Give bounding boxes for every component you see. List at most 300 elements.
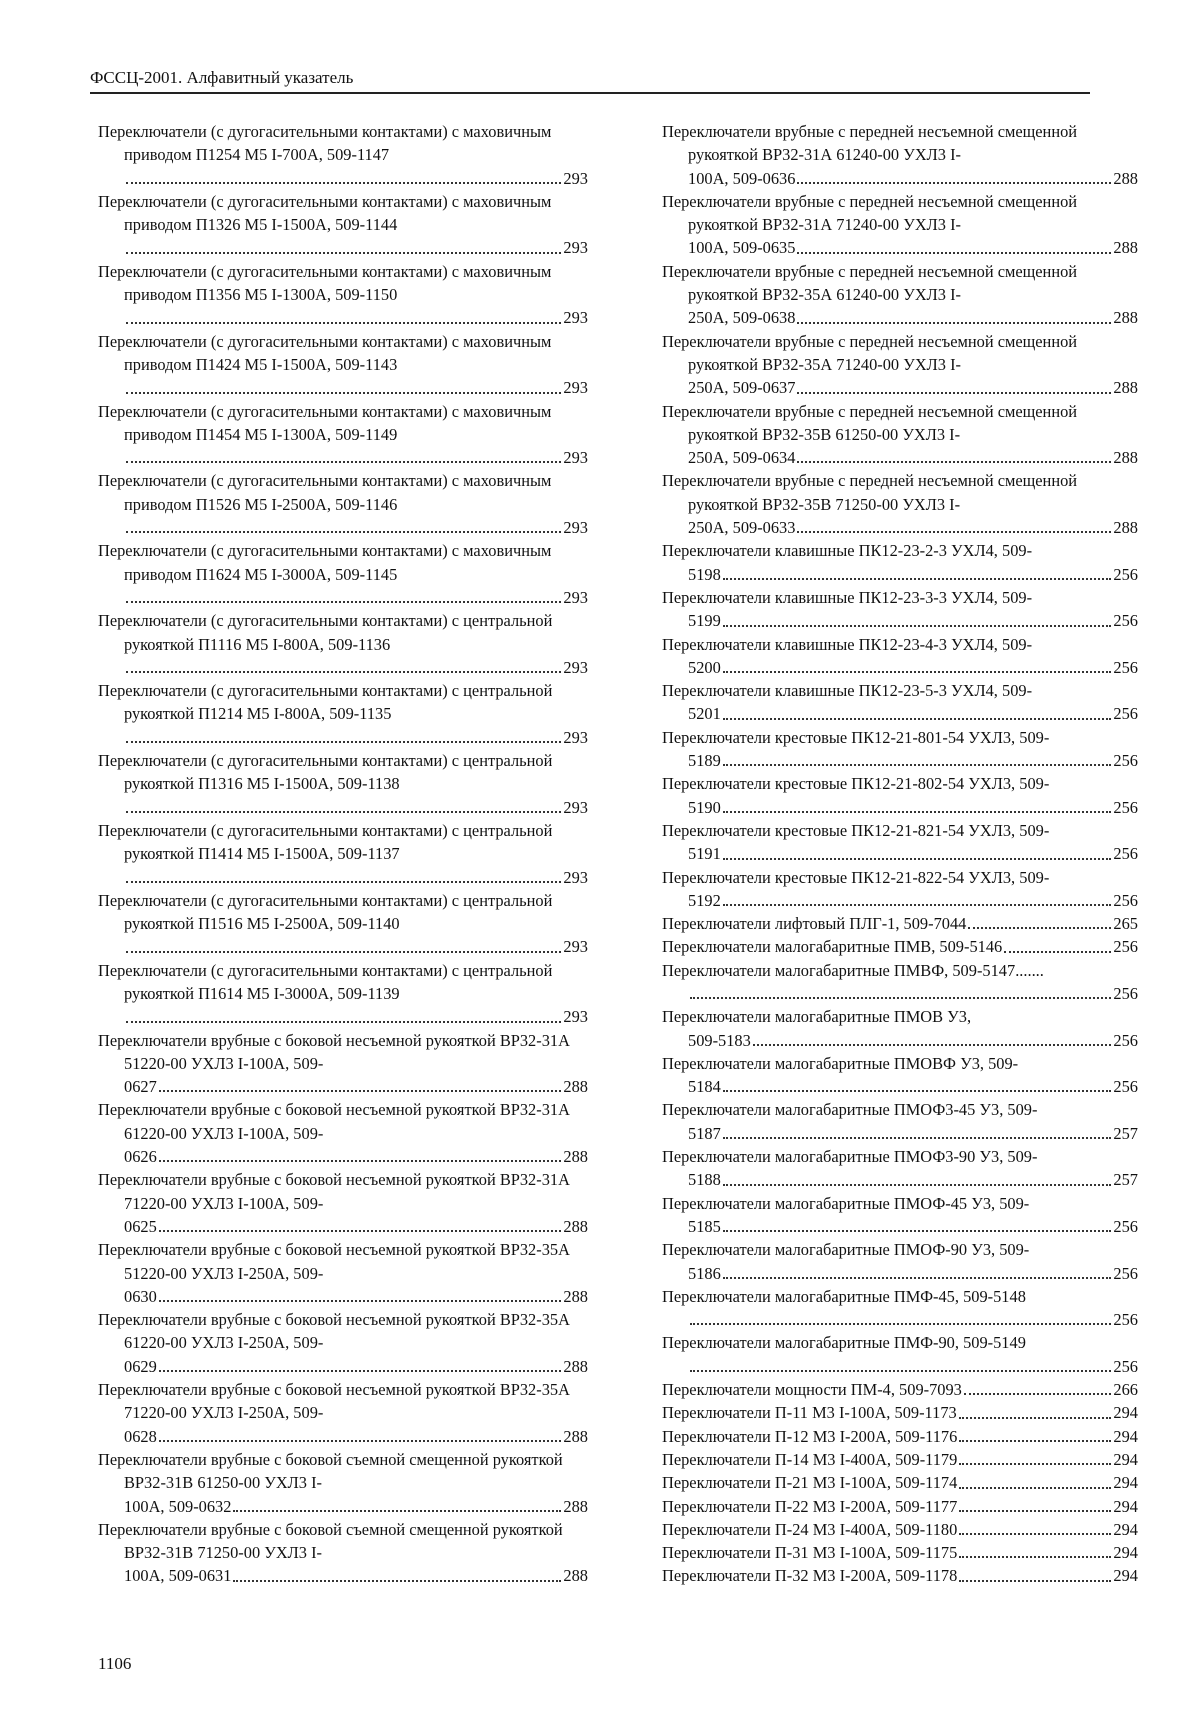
index-entry-text: Переключатели малогабаритные ПМФ-45, 509-5148 xyxy=(662,1286,1026,1306)
index-entry-leader xyxy=(662,1355,1138,1378)
index-page-ref: 265 xyxy=(1113,914,1138,934)
dot-leader xyxy=(797,322,1111,324)
index-entry-tail: 5201 xyxy=(688,704,721,724)
index-page-ref: 256 xyxy=(1113,657,1138,677)
index-entry xyxy=(98,1168,588,1238)
index-entry-text: Переключатели (с дугогасительными контактами) с центральной рукояткой П1414 М5 I-1500А, 509-1137 xyxy=(98,820,553,864)
index-entry xyxy=(662,633,1138,680)
index-entry xyxy=(662,1564,1138,1587)
index-entry-leader xyxy=(662,1401,1138,1424)
index-entry xyxy=(98,609,588,679)
index-entry-text: Переключатели клавишные ПК12-23-3-3 УХЛ4, 509- xyxy=(662,587,1033,607)
index-page-ref: 256 xyxy=(1113,564,1138,584)
index-entry-leader xyxy=(98,516,588,539)
index-entry-leader xyxy=(98,1215,588,1238)
index-page-ref: 256 xyxy=(1113,844,1138,864)
index-entry-text: Переключатели малогабаритные ПМВФ, 509-5147....... xyxy=(662,960,1044,980)
index-entry xyxy=(662,679,1138,726)
dot-leader xyxy=(723,671,1112,673)
index-entry xyxy=(98,539,588,609)
index-entry-text: Переключатели врубные с боковой несъемной рукояткой ВР32-31А 71220-00 УХЛ3 I-100А, 509- xyxy=(98,1170,570,1213)
index-entry-text: Переключатели врубные с боковой несъемной рукояткой ВР32-35А 51220-00 УХЛ3 I-250А, 509- xyxy=(98,1240,570,1283)
index-page-ref: 256 xyxy=(1113,937,1138,957)
index-entry xyxy=(98,1378,588,1448)
index-entry-tail: 100А, 509-0632 xyxy=(124,1496,232,1516)
index-page-ref: 256 xyxy=(1113,704,1138,724)
index-entry-text: Переключатели малогабаритные ПМОВФ У3, 509- xyxy=(662,1053,1019,1073)
index-entry-text: Переключатели (с дугогасительными контактами) с маховичным приводом П1356 М5 I-1300А, 509-1150 xyxy=(98,261,552,305)
dot-leader xyxy=(723,904,1112,906)
index-entry xyxy=(662,400,1138,470)
index-page-ref: 294 xyxy=(1113,1473,1138,1493)
index-page-ref: 294 xyxy=(1113,1426,1138,1446)
index-entry-tail: Переключатели П-32 М3 I-200А, 509-1178 xyxy=(662,1566,958,1586)
index-entry-text: Переключатели врубные с передней несъемной смещенной рукояткой ВР32-31А 61240-00 УХЛ3 I- xyxy=(662,122,1078,165)
index-entry-tail: 0625 xyxy=(124,1216,157,1236)
dot-leader xyxy=(723,811,1112,813)
index-entry-text: Переключатели клавишные ПК12-23-4-3 УХЛ4, 509- xyxy=(662,634,1033,654)
index-entry-leader xyxy=(662,1471,1138,1494)
index-entry xyxy=(98,120,588,190)
index-page-ref: 256 xyxy=(1113,890,1138,910)
index-entry-leader xyxy=(662,167,1138,190)
index-entry-text: Переключатели (с дугогасительными контактами) с центральной рукояткой П1516 М5 I-2500А, 509-1140 xyxy=(98,890,553,934)
index-entry-leader xyxy=(662,1168,1138,1191)
index-entry-leader xyxy=(662,1029,1138,1052)
index-entry-leader xyxy=(98,1564,588,1587)
index-entry-text: Переключатели (с дугогасительными контактами) с центральной рукояткой П1116 М5 I-800А, 509-1136 xyxy=(98,611,553,654)
index-entry-leader xyxy=(98,1285,588,1308)
index-entry xyxy=(98,260,588,330)
index-entry-leader xyxy=(662,446,1138,469)
index-entry xyxy=(662,1285,1138,1332)
index-page-ref: 256 xyxy=(1113,1030,1138,1050)
index-entry-text: Переключатели крестовые ПК12-21-821-54 УХЛ3, 509- xyxy=(662,820,1050,840)
index-entry-leader xyxy=(662,1215,1138,1238)
index-entry-text: Переключатели (с дугогасительными контактами) с маховичным приводом П1326 М5 I-1500А, 509-1144 xyxy=(98,191,552,235)
index-page-ref: 288 xyxy=(563,1147,588,1167)
index-entry-leader xyxy=(662,609,1138,632)
index-page-ref: 256 xyxy=(1113,983,1138,1003)
index-page-ref: 293 xyxy=(563,937,588,957)
dot-leader xyxy=(126,531,561,533)
index-entry-leader xyxy=(662,982,1138,1005)
index-entry-text: Переключатели (с дугогасительными контактами) с маховичным приводом П1526 М5 I-2500А, 509-1146 xyxy=(98,471,552,514)
index-entry-text: Переключатели врубные с передней несъемной смещенной рукояткой ВР32-35В 61250-00 УХЛ3 I- xyxy=(662,401,1078,444)
index-entry-leader xyxy=(98,376,588,399)
dot-leader xyxy=(126,252,561,254)
index-entry-text: Переключатели клавишные ПК12-23-5-3 УХЛ4, 509- xyxy=(662,681,1033,701)
index-entry xyxy=(662,959,1138,1006)
index-entry xyxy=(98,190,588,260)
index-entry-text: Переключатели врубные с передней несъемной смещенной рукояткой ВР32-35А 61240-00 УХЛ3 I- xyxy=(662,261,1078,305)
index-page-ref: 293 xyxy=(563,797,588,817)
index-column-left xyxy=(98,120,588,1588)
index-entry-text: Переключатели малогабаритные ПМФ-90, 509-5149 xyxy=(662,1333,1026,1353)
index-entry-leader xyxy=(98,1425,588,1448)
index-entry-leader xyxy=(662,1378,1138,1401)
dot-leader xyxy=(126,322,561,324)
index-entry xyxy=(662,1495,1138,1518)
index-entry xyxy=(662,1401,1138,1424)
dot-leader xyxy=(959,1533,1111,1535)
dot-leader xyxy=(968,927,1111,929)
index-page-ref: 294 xyxy=(1113,1566,1138,1586)
index-entry-leader xyxy=(662,1122,1138,1145)
index-entry-tail: 0627 xyxy=(124,1077,157,1097)
index-entry-text: Переключатели малогабаритные ПМОФ3-90 У3, 509- xyxy=(662,1147,1038,1167)
dot-leader xyxy=(690,997,1111,999)
index-entry-leader xyxy=(98,1005,588,1028)
index-entry-text: Переключатели (с дугогасительными контактами) с маховичным приводом П1454 М5 I-1300А, 509-1149 xyxy=(98,401,552,444)
index-entry-leader xyxy=(98,167,588,190)
index-page-ref: 288 xyxy=(1113,448,1138,468)
index-entry xyxy=(98,1448,588,1518)
index-entry-leader xyxy=(662,912,1138,935)
index-page-ref: 293 xyxy=(563,727,588,747)
dot-leader xyxy=(1004,951,1111,953)
index-page-ref: 256 xyxy=(1113,1077,1138,1097)
index-entry xyxy=(98,1029,588,1099)
index-page-ref: 256 xyxy=(1113,797,1138,817)
index-entry-tail: Переключатели малогабаритные ПМВ, 509-5146 xyxy=(662,937,1003,957)
index-entry-tail: 5189 xyxy=(688,751,721,771)
index-entry-text: Переключатели крестовые ПК12-21-801-54 УХЛ3, 509- xyxy=(662,727,1050,747)
index-entry-text: Переключатели врубные с боковой съемной смещенной рукояткой ВР32-31В 71250-00 УХЛ3 I- xyxy=(98,1519,563,1563)
dot-leader xyxy=(233,1580,561,1582)
index-entry xyxy=(662,1541,1138,1564)
index-entry-tail: Переключатели П-22 М3 I-200А, 509-1177 xyxy=(662,1496,958,1516)
index-entry xyxy=(662,935,1138,958)
dot-leader xyxy=(126,881,561,883)
index-entry-leader xyxy=(662,1564,1138,1587)
index-entry-tail: 250А, 509-0633 xyxy=(688,518,796,538)
dot-leader xyxy=(126,1021,561,1023)
index-entry-leader xyxy=(662,702,1138,725)
index-entry-tail: 100А, 509-0631 xyxy=(124,1566,232,1586)
dot-leader xyxy=(797,461,1111,463)
dot-leader xyxy=(723,718,1112,720)
index-entry-tail: Переключатели П-12 М3 I-200А, 509-1176 xyxy=(662,1426,958,1446)
index-entry xyxy=(662,1145,1138,1192)
dot-leader xyxy=(959,1580,1111,1582)
index-entry-tail: 5190 xyxy=(688,797,721,817)
index-entry-text: Переключатели (с дугогасительными контактами) с маховичным приводом П1624 М5 I-3000А, 509-1145 xyxy=(98,541,552,584)
index-entry-tail: 0626 xyxy=(124,1147,157,1167)
index-entry xyxy=(662,1192,1138,1239)
index-entry-leader xyxy=(98,935,588,958)
index-page-ref: 293 xyxy=(563,448,588,468)
index-entry-tail: 5187 xyxy=(688,1123,721,1143)
index-page-ref: 288 xyxy=(1113,168,1138,188)
index-page-ref: 256 xyxy=(1113,1263,1138,1283)
dot-leader xyxy=(723,578,1112,580)
index-entry-leader xyxy=(662,376,1138,399)
page-header-title: ФССЦ-2001. Алфавитный указатель xyxy=(90,68,354,87)
index-entry-tail: Переключатели П-11 М3 I-100А, 509-1173 xyxy=(662,1403,957,1423)
dot-leader xyxy=(723,625,1112,627)
index-page-ref: 294 xyxy=(1113,1449,1138,1469)
index-column-right xyxy=(662,120,1138,1588)
dot-leader xyxy=(723,764,1112,766)
dot-leader xyxy=(959,1440,1111,1442)
index-entry xyxy=(662,1425,1138,1448)
index-entry xyxy=(98,819,588,889)
dot-leader xyxy=(126,601,561,603)
dot-leader xyxy=(126,811,561,813)
index-page-ref: 256 xyxy=(1113,1356,1138,1376)
dot-leader xyxy=(233,1510,561,1512)
index-page-ref: 293 xyxy=(563,1007,588,1027)
dot-leader xyxy=(159,1370,562,1372)
index-entry xyxy=(662,1052,1138,1099)
index-entry xyxy=(662,1331,1138,1378)
index-entry-leader xyxy=(662,1425,1138,1448)
index-page-ref: 288 xyxy=(1113,238,1138,258)
index-entry xyxy=(662,539,1138,586)
index-entry-tail: Переключатели П-21 М3 I-100А, 509-1174 xyxy=(662,1473,958,1493)
index-entry xyxy=(98,1238,588,1308)
index-entry xyxy=(98,1308,588,1378)
index-page-ref: 256 xyxy=(1113,1310,1138,1330)
index-entry-leader xyxy=(98,866,588,889)
index-page-ref: 288 xyxy=(563,1356,588,1376)
index-entry-tail: 5186 xyxy=(688,1263,721,1283)
dot-leader xyxy=(126,461,561,463)
index-entry-leader xyxy=(662,563,1138,586)
index-entry xyxy=(662,912,1138,935)
dot-leader xyxy=(159,1230,562,1232)
index-entry-leader xyxy=(98,1495,588,1518)
dot-leader xyxy=(126,182,561,184)
index-entry-leader xyxy=(662,1448,1138,1471)
index-page-ref: 288 xyxy=(563,1286,588,1306)
dot-leader xyxy=(959,1510,1111,1512)
dot-leader xyxy=(126,392,561,394)
index-entry-tail: Переключатели П-14 М3 I-400А, 509-1179 xyxy=(662,1449,958,1469)
index-entry-leader xyxy=(662,516,1138,539)
index-entry-tail: 5185 xyxy=(688,1216,721,1236)
index-entry xyxy=(98,889,588,959)
index-entry-leader xyxy=(98,726,588,749)
index-entry-tail: Переключатели П-31 М3 I-100А, 509-1175 xyxy=(662,1543,958,1563)
index-entry-tail: 250А, 509-0638 xyxy=(688,308,796,328)
index-entry-tail: 0630 xyxy=(124,1286,157,1306)
dot-leader xyxy=(126,741,561,743)
index-entry-text: Переключатели врубные с боковой съемной смещенной рукояткой ВР32-31В 61250-00 УХЛ3 I- xyxy=(98,1449,563,1493)
index-page-ref: 294 xyxy=(1113,1403,1138,1423)
index-entry-leader xyxy=(662,1518,1138,1541)
dot-leader xyxy=(959,1556,1111,1558)
index-entry xyxy=(98,679,588,749)
index-entry-text: Переключатели врубные с передней несъемной смещенной рукояткой ВР32-35В 71250-00 УХЛ3 I- xyxy=(662,471,1078,514)
index-entry-tail: 5198 xyxy=(688,564,721,584)
index-entry xyxy=(662,469,1138,539)
index-entry-text: Переключатели малогабаритные ПМОФ-45 У3, 509- xyxy=(662,1193,1030,1213)
index-page-ref: 288 xyxy=(563,1496,588,1516)
index-entry-leader xyxy=(662,796,1138,819)
index-entry-text: Переключатели (с дугогасительными контактами) с центральной рукояткой П1614 М5 I-3000А, 509-1139 xyxy=(98,960,553,1003)
index-entry-leader xyxy=(662,656,1138,679)
index-page-ref: 288 xyxy=(563,1077,588,1097)
index-entry-leader xyxy=(662,236,1138,259)
dot-leader xyxy=(723,1090,1112,1092)
index-entry-tail: 0629 xyxy=(124,1356,157,1376)
index-entry xyxy=(662,1518,1138,1541)
dot-leader xyxy=(797,252,1111,254)
index-entry-text: Переключатели врубные с боковой несъемной рукояткой ВР32-31А 61220-00 УХЛ3 I-100А, 509- xyxy=(98,1100,570,1143)
dot-leader xyxy=(797,182,1111,184)
index-entry xyxy=(662,1005,1138,1052)
index-entry-text: Переключатели врубные с боковой несъемной рукояткой ВР32-35А 61220-00 УХЛ3 I-250А, 509- xyxy=(98,1310,570,1353)
index-entry xyxy=(662,586,1138,633)
dot-leader xyxy=(723,1137,1112,1139)
index-page-ref: 293 xyxy=(563,308,588,328)
dot-leader xyxy=(753,1044,1112,1046)
dot-leader xyxy=(723,1277,1112,1279)
index-entry-leader xyxy=(98,306,588,329)
index-entry-tail: 5184 xyxy=(688,1077,721,1097)
index-page-ref: 294 xyxy=(1113,1519,1138,1539)
dot-leader xyxy=(690,1370,1111,1372)
dot-leader xyxy=(159,1300,562,1302)
index-page-ref: 293 xyxy=(563,168,588,188)
index-entry-tail: 0628 xyxy=(124,1426,157,1446)
index-entry-leader xyxy=(98,1145,588,1168)
dot-leader xyxy=(126,671,561,673)
index-page-ref: 293 xyxy=(563,657,588,677)
index-entry-leader xyxy=(98,586,588,609)
index-entry-leader xyxy=(662,306,1138,329)
index-entry xyxy=(662,772,1138,819)
index-page-ref: 256 xyxy=(1113,1216,1138,1236)
index-entry-tail: 5191 xyxy=(688,844,721,864)
index-entry xyxy=(662,190,1138,260)
index-entry-tail: 5192 xyxy=(688,890,721,910)
index-entry xyxy=(98,1098,588,1168)
index-entry-leader xyxy=(662,1262,1138,1285)
index-page-ref: 288 xyxy=(1113,308,1138,328)
dot-leader xyxy=(126,951,561,953)
index-entry-tail: 100А, 509-0635 xyxy=(688,238,796,258)
index-entry xyxy=(662,726,1138,773)
index-entry xyxy=(662,819,1138,866)
index-entry-leader xyxy=(662,1308,1138,1331)
index-entry-leader xyxy=(662,1075,1138,1098)
dot-leader xyxy=(159,1160,562,1162)
index-page-ref: 288 xyxy=(1113,378,1138,398)
index-entry-tail: Переключатели мощности ПМ-4, 509-7093 xyxy=(662,1380,962,1400)
index-entry xyxy=(98,400,588,470)
index-entry xyxy=(662,866,1138,913)
index-page-ref: 256 xyxy=(1113,611,1138,631)
index-page-ref: 293 xyxy=(563,518,588,538)
index-entry-leader xyxy=(98,1075,588,1098)
index-entry xyxy=(662,1471,1138,1494)
index-entry xyxy=(98,959,588,1029)
index-entry xyxy=(662,260,1138,330)
index-entry-tail: 5200 xyxy=(688,657,721,677)
index-page-ref: 294 xyxy=(1113,1496,1138,1516)
dot-leader xyxy=(964,1393,1112,1395)
index-entry-leader xyxy=(98,446,588,469)
index-entry-text: Переключатели крестовые ПК12-21-822-54 УХЛ3, 509- xyxy=(662,867,1050,887)
index-entry-tail: Переключатели П-24 М3 I-400А, 509-1180 xyxy=(662,1519,958,1539)
dot-leader xyxy=(797,392,1111,394)
index-entry-text: Переключатели (с дугогасительными контактами) с центральной рукояткой П1316 М5 I-1500А, 509-1138 xyxy=(98,751,553,794)
index-entry-leader xyxy=(98,1355,588,1378)
dot-leader xyxy=(159,1090,562,1092)
index-entry xyxy=(662,1378,1138,1401)
index-entry-tail: 250А, 509-0637 xyxy=(688,378,796,398)
index-page-ref: 257 xyxy=(1113,1123,1138,1143)
page-header xyxy=(90,66,1090,94)
dot-leader xyxy=(959,1463,1111,1465)
page-number: 1106 xyxy=(98,1654,132,1673)
index-entry-leader xyxy=(662,1495,1138,1518)
index-entry xyxy=(662,330,1138,400)
index-page-ref: 257 xyxy=(1113,1170,1138,1190)
index-page-ref: 288 xyxy=(1113,518,1138,538)
index-entry-leader xyxy=(662,889,1138,912)
index-entry-text: Переключатели крестовые ПК12-21-802-54 УХЛ3, 509- xyxy=(662,774,1050,794)
index-page-ref: 293 xyxy=(563,238,588,258)
index-entry-text: Переключатели малогабаритные ПМОВ У3, xyxy=(662,1007,972,1027)
index-entry-tail: 250А, 509-0634 xyxy=(688,448,796,468)
index-entry-leader xyxy=(662,935,1138,958)
dot-leader xyxy=(959,1487,1111,1489)
index-page-ref: 288 xyxy=(563,1426,588,1446)
index-entry-tail: 5199 xyxy=(688,611,721,631)
index-entry-tail: 5188 xyxy=(688,1170,721,1190)
index-entry-text: Переключатели малогабаритные ПМОФ-90 У3, 509- xyxy=(662,1240,1030,1260)
index-entry xyxy=(662,1098,1138,1145)
dot-leader xyxy=(723,858,1112,860)
index-entry-tail: 100А, 509-0636 xyxy=(688,168,796,188)
dot-leader xyxy=(723,1230,1112,1232)
index-entry-text: Переключатели (с дугогасительными контактами) с маховичным приводом П1424 М5 I-1500А, 509-1143 xyxy=(98,331,552,374)
index-entry xyxy=(98,1518,588,1588)
index-entry-tail: 509-5183 xyxy=(688,1030,751,1050)
index-entry-leader xyxy=(662,749,1138,772)
index-page-ref: 288 xyxy=(563,1216,588,1236)
index-page-ref: 266 xyxy=(1113,1380,1138,1400)
dot-leader xyxy=(690,1323,1111,1325)
index-entry-text: Переключатели (с дугогасительными контактами) с центральной рукояткой П1214 М5 I-800А, 509-1135 xyxy=(98,681,553,724)
index-page-ref: 293 xyxy=(563,867,588,887)
index-entry-text: Переключатели врубные с передней несъемной смещенной рукояткой ВР32-35А 71240-00 УХЛ3 I- xyxy=(662,331,1078,374)
index-page-ref: 294 xyxy=(1113,1543,1138,1563)
index-page-ref: 293 xyxy=(563,587,588,607)
index-entry-text: Переключатели клавишные ПК12-23-2-3 УХЛ4, 509- xyxy=(662,541,1033,561)
index-entry-leader xyxy=(98,236,588,259)
index-entry-text: Переключатели врубные с боковой несъемной рукояткой ВР32-31А 51220-00 УХЛ3 I-100А, 509- xyxy=(98,1030,570,1073)
index-entry-leader xyxy=(98,656,588,679)
index-entry-leader xyxy=(662,842,1138,865)
index-entry xyxy=(98,469,588,539)
index-entry xyxy=(98,330,588,400)
index-entry xyxy=(98,749,588,819)
index-entry-text: Переключатели врубные с боковой несъемной рукояткой ВР32-35А 71220-00 УХЛ3 I-250А, 509- xyxy=(98,1380,570,1423)
index-entry-text: Переключатели врубные с передней несъемной смещенной рукояткой ВР32-31А 71240-00 УХЛ3 I- xyxy=(662,191,1078,235)
index-entry xyxy=(662,1448,1138,1471)
index-entry-text: Переключатели (с дугогасительными контактами) с маховичным приводом П1254 М5 I-700А, 509-1147 xyxy=(98,122,552,165)
dot-leader xyxy=(159,1440,562,1442)
index-entry xyxy=(662,120,1138,190)
index-page-ref: 256 xyxy=(1113,751,1138,771)
index-entry-leader xyxy=(98,796,588,819)
dot-leader xyxy=(797,531,1111,533)
